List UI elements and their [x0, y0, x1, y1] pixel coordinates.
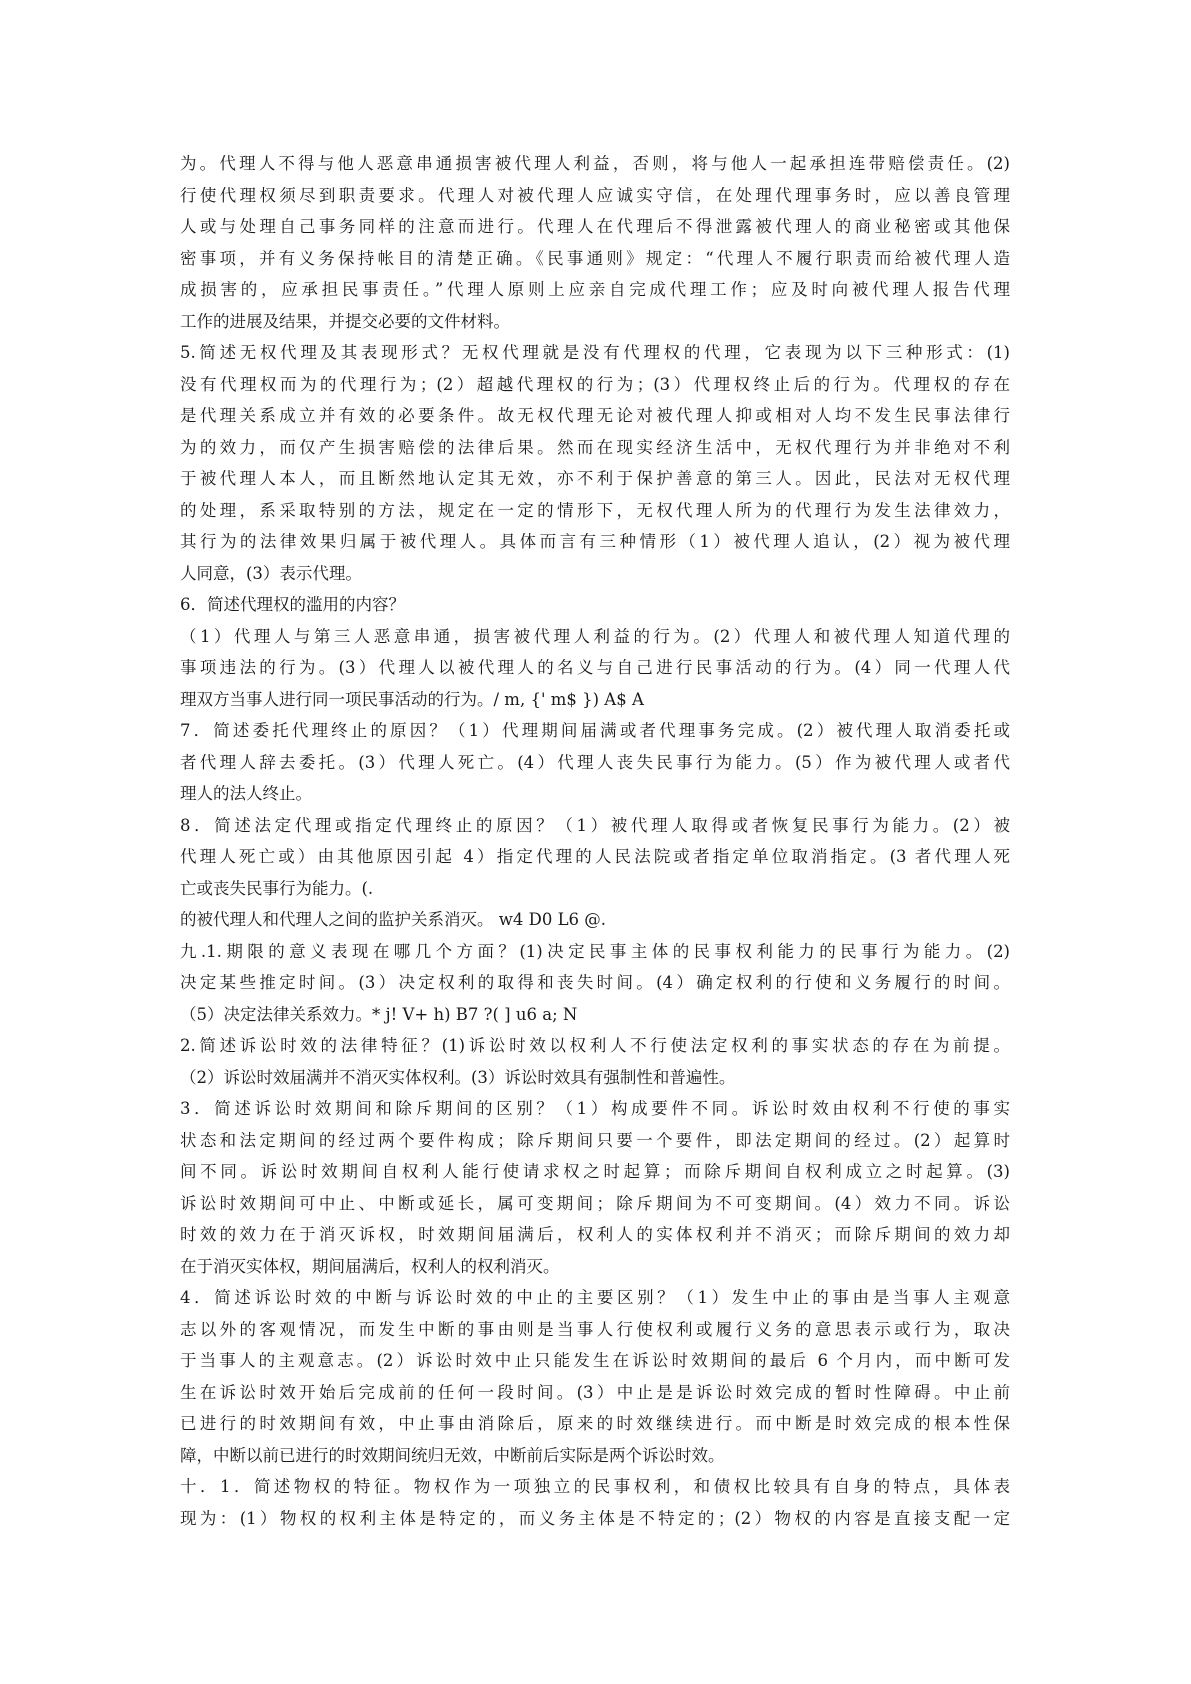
text-line: 于当事人的主观意志。(2）诉讼时效中止只能发生在诉讼时效期间的最后 6 个月内，而中断可发	[180, 1351, 1010, 1370]
text-line: 障，中断以前已进行的时效期间统归无效，中断前后实际是两个诉讼时效。	[180, 1445, 725, 1465]
text-line: 工作的进展及结果，并提交必要的文件材料。	[180, 311, 510, 331]
text-line: 7．简述委托代理终止的原因？（1）代理期间届满或者代理事务完成。(2）被代理人取消委托或	[180, 721, 1010, 740]
text-line: 为。代理人不得与他人恶意串通损害被代理人利益，否则，将与他人一起承担连带赔偿责任。(2)	[180, 154, 1010, 173]
text-line: 在于消灭实体权，期间届满后，权利人的权利消灭。	[180, 1256, 560, 1276]
text-line: 人同意，(3）表示代理。	[180, 563, 362, 583]
text-line: 事项违法的行为。(3）代理人以被代理人的名义与自己进行民事活动的行为。(4）同一代理人代	[180, 658, 1010, 677]
text-line: 生在诉讼时效开始后完成前的任何一段时间。(3）中止是是诉讼时效完成的暂时性障碍。中止前	[180, 1382, 1010, 1402]
text-line: 是代理关系成立并有效的必要条件。故无权代理无论对被代理人抑或相对人均不发生民事法律行	[180, 406, 1010, 425]
text-line: （2）诉讼时效届满并不消灭实体权利。(3）诉讼时效具有强制性和普遍性。	[180, 1067, 736, 1087]
text-line: 成损害的，应承担民事责任。”代理人原则上应亲自完成代理工作；应及时向被代理人报告代理	[180, 280, 1010, 299]
text-line: 的被代理人和代理人之间的监护关系消灭。 w4 D0 L6 @.	[180, 910, 607, 929]
text-line: （1）代理人与第三人恶意串通，损害被代理人利益的行为。(2）代理人和被代理人知道代理的	[180, 626, 1010, 646]
text-line: （5）决定法律关系效力。* j! V+ h) B7 ?( ] u6 a; N	[180, 1004, 578, 1024]
text-line: 间不同。诉讼时效期间自权利人能行使请求权之时起算；而除斥期间自权利成立之时起算。(3)	[180, 1162, 1010, 1181]
text-line: 2.简述诉讼时效的法律特征？(1)诉讼时效以权利人不行使法定权利的事实状态的存在为前提。	[180, 1036, 1010, 1055]
text-line: 九.1.期限的意义表现在哪几个方面？(1)决定民事主体的民事权利能力的民事行为能力。(2)	[180, 941, 1010, 961]
text-line: 志以外的客观情况，而发生中断的事由则是当事人行使权利或履行义务的意思表示或行为，取决	[180, 1319, 1010, 1339]
text-line: 时效的效力在于消灭诉权，时效期间届满后，权利人的实体权利并不消灭；而除斥期间的效力却	[180, 1225, 1010, 1244]
text-line: 的处理，系采取特别的方法，规定在一定的情形下，无权代理人所为的代理行为发生法律效力，	[180, 500, 1010, 520]
text-line: 没有代理权而为的代理行为；(2）超越代理权的行为；(3）代理权终止后的行为。代理权的存在	[180, 374, 1010, 394]
text-line: 6．简述代理权的滥用的内容？	[180, 595, 405, 614]
text-line: 者代理人辞去委托。(3）代理人死亡。(4）代理人丧失民事行为能力。(5）作为被代理人或者代	[180, 752, 1010, 772]
text-line: 8．简述法定代理或指定代理终止的原因？（1）被代理人取得或者恢复民事行为能力。(2）被	[180, 815, 1010, 835]
text-line: 已进行的时效期间有效，中止事由消除后，原来的时效继续进行。而中断是时效完成的根本性保	[180, 1414, 1010, 1433]
text-line: 人或与处理自己事务同样的注意而进行。代理人在代理后不得泄露被代理人的商业秘密或其他保	[180, 217, 1010, 236]
text-line: 十．1．简述物权的特征。物权作为一项独立的民事权利，和债权比较具有自身的特点，具体表	[180, 1477, 1010, 1496]
text-line: 状态和法定期间的经过两个要件构成；除斥期间只要一个要件，即法定期间的经过。(2）起算时	[180, 1130, 1010, 1150]
text-line: 于被代理人本人，而且断然地认定其无效，亦不利于保护善意的第三人。因此，民法对无权代理	[180, 469, 1010, 488]
text-line: 现为：(1）物权的权利主体是特定的，而义务主体是不特定的；(2）物权的内容是直接支配一定	[180, 1508, 1010, 1528]
text-line: 4．简述诉讼时效的中断与诉讼时效的中止的主要区别？（1）发生中止的事由是当事人主观意	[180, 1288, 1010, 1307]
text-line: 3．简述诉讼时效期间和除斥期间的区别？（1）构成要件不同。诉讼时效由权利不行使的事实	[180, 1099, 1010, 1118]
text-line: 为的效力，而仅产生损害赔偿的法律后果。然而在现实经济生活中，无权代理行为并非绝对不利	[180, 437, 1010, 457]
text-line: 行使代理权须尽到职责要求。代理人对被代理人应诚实守信，在处理代理事务时，应以善良管理	[180, 185, 1010, 205]
text-line: 决定某些推定时间。(3）决定权利的取得和丧失时间。(4）确定权利的行使和义务履行的时间。	[180, 973, 1010, 992]
text-line: 5.简述无权代理及其表现形式？无权代理就是没有代理权的代理，它表现为以下三种形式：(1)	[180, 343, 1010, 362]
text-line: 诉讼时效期间可中止、中断或延长，属可变期间；除斥期间为不可变期间。(4）效力不同。诉讼	[180, 1193, 1010, 1213]
text-line: 代理人死亡或）由其他原因引起 4）指定代理的人民法院或者指定单位取消指定。(3 者代理人死	[180, 847, 1010, 866]
text-line: 其行为的法律效果归属于被代理人。具体而言有三种情形（1）被代理人追认，(2）视为被代理	[180, 532, 1010, 551]
document-body	[180, 148, 1010, 1534]
text-line: 理人的法人终止。	[180, 784, 312, 803]
text-line: 密事项，并有义务保持帐目的清楚正确。《民事通则》规定：“代理人不履行职责而给被代理人造	[180, 248, 1010, 268]
text-line: 亡或丧失民事行为能力。(.	[180, 878, 374, 898]
text-line: 理双方当事人进行同一项民事活动的行为。/ m, {' m$ }) A$ A	[180, 689, 644, 709]
